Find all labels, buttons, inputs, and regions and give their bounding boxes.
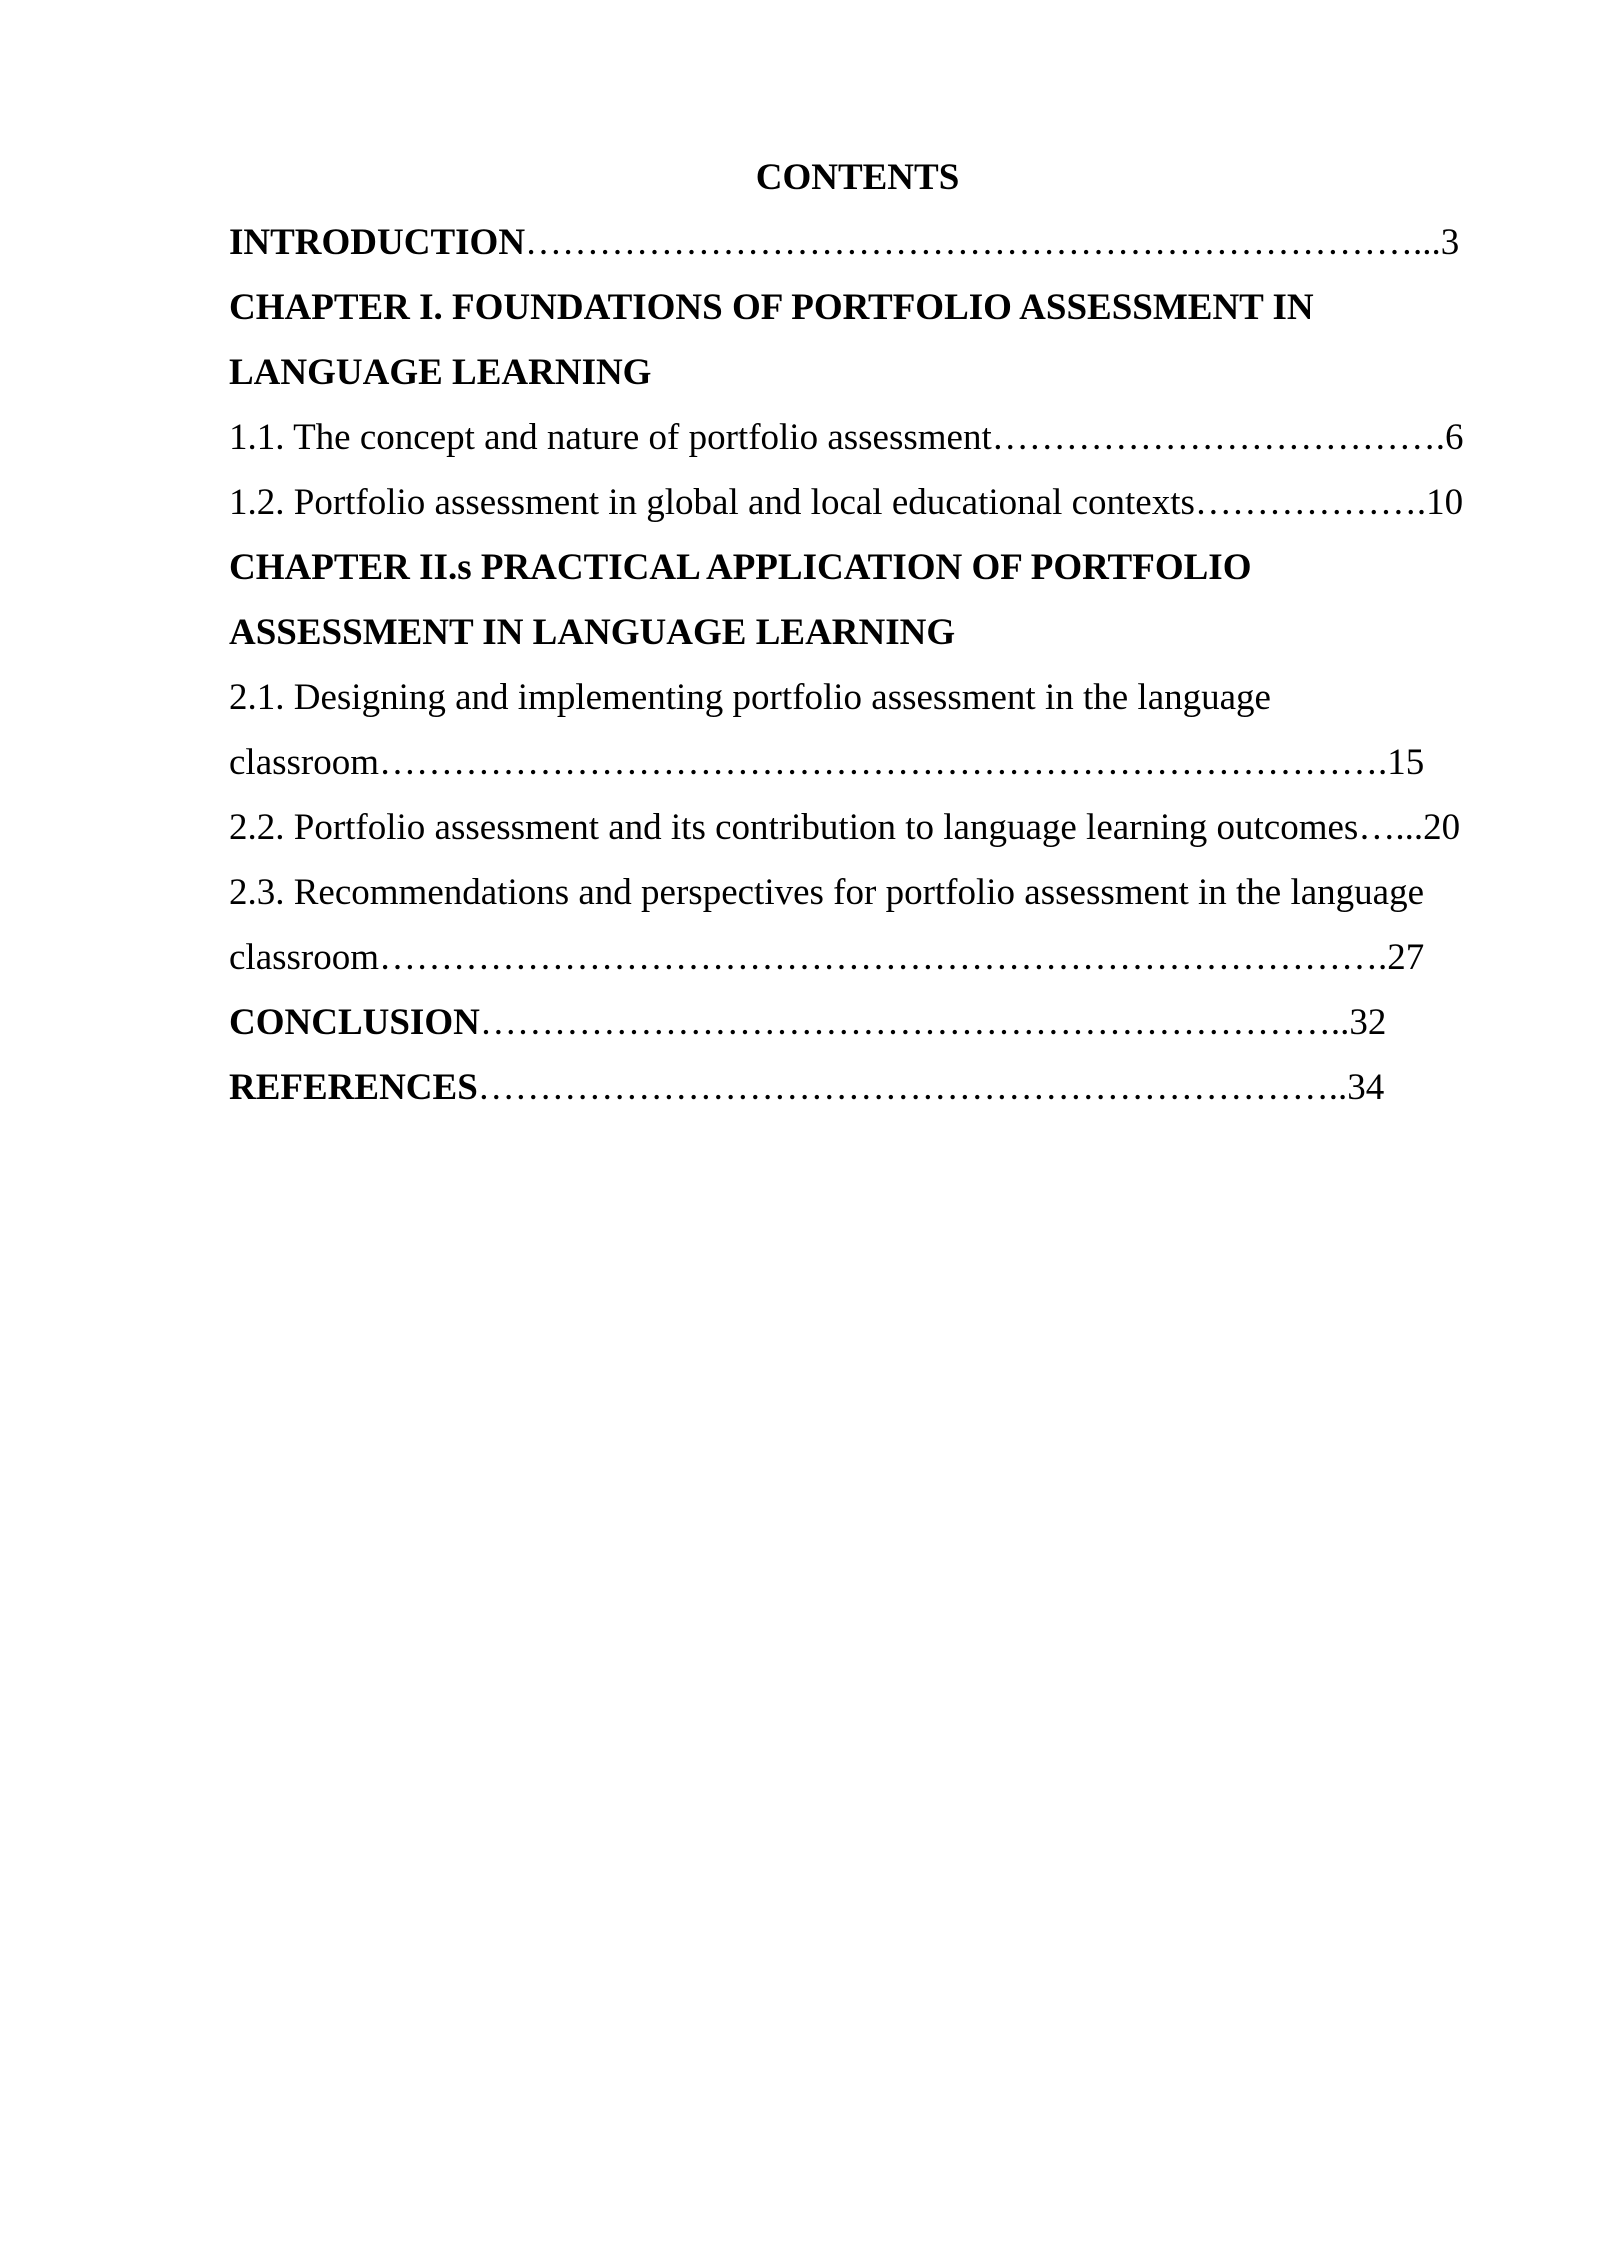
toc-entry-chapter-2-line-1 [229,535,1486,600]
toc-page-number: 3 [1440,222,1460,263]
toc-entry-text: 2.3. Recommendations and perspectives for portfolio assessment in the language [229,872,1425,913]
toc-entry-conclusion [229,990,1486,1055]
toc-entry-2-3-line-2 [229,925,1486,990]
toc-entry-references [229,1055,1486,1120]
toc-entry-text: classroom [229,742,380,783]
toc-leader: ………………………………. [991,417,1445,458]
toc-entry-introduction [229,210,1486,275]
toc-entry-chapter-1-line-2 [229,340,1486,405]
toc-leader: ………………………………………………………………... [525,222,1441,263]
toc-entry-text: ASSESSMENT IN LANGUAGE LEARNING [229,612,956,653]
toc-entry-1-1 [229,405,1486,470]
toc-entry-1-2 [229,470,1486,535]
toc-leader: …………………………………………………………….. [477,1067,1348,1108]
toc-entry-text: INTRODUCTION [229,222,526,263]
toc-entry-2-3-line-1 [229,860,1486,925]
toc-page-number: 20 [1423,807,1461,848]
toc-leader: …... [1358,807,1424,848]
toc-page-number: 15 [1387,742,1425,783]
toc-page-number: 32 [1349,1002,1387,1043]
toc-page-number: 6 [1445,417,1464,458]
toc-page-number: 10 [1426,482,1464,523]
toc-leader: ………………. [1194,482,1427,523]
toc-entry-text: 1.1. The concept and nature of portfolio assessment [229,417,992,458]
toc-entry-text: 2.1. Designing and implementing portfolio assessment in the language [229,677,1271,718]
toc-leader: ………………………………………………………………………. [379,937,1388,978]
toc-leader: ………………………………………………………………………. [379,742,1388,783]
toc-entry-text: LANGUAGE LEARNING [229,352,652,393]
toc-entry-text: classroom [229,937,380,978]
toc-entry-text: 2.2. Portfolio assessment and its contribution to language learning outcomes [229,807,1359,848]
table-of-contents [229,145,1486,1120]
toc-entry-2-1-line-2 [229,730,1486,795]
toc-entry-text: CHAPTER II.s PRACTICAL APPLICATION OF PORTFOLIO [229,547,1252,588]
toc-leader: …………………………………………………………….. [479,1002,1350,1043]
toc-entry-2-2 [229,795,1486,860]
contents-heading: CONTENTS [755,157,960,198]
toc-entry-text: REFERENCES [229,1067,478,1108]
toc-entry-chapter-2-line-2 [229,600,1486,665]
toc-page-number: 27 [1387,937,1425,978]
toc-entry-text: CONCLUSION [229,1002,480,1043]
toc-page-number: 34 [1347,1067,1385,1108]
toc-entry-text: CHAPTER I. FOUNDATIONS OF PORTFOLIO ASSESSMENT IN [229,287,1314,328]
toc-entry-chapter-1-line-1 [229,275,1486,340]
toc-entry-text: 1.2. Portfolio assessment in global and local educational contexts [229,482,1195,523]
toc-entry-2-1-line-1 [229,665,1486,730]
